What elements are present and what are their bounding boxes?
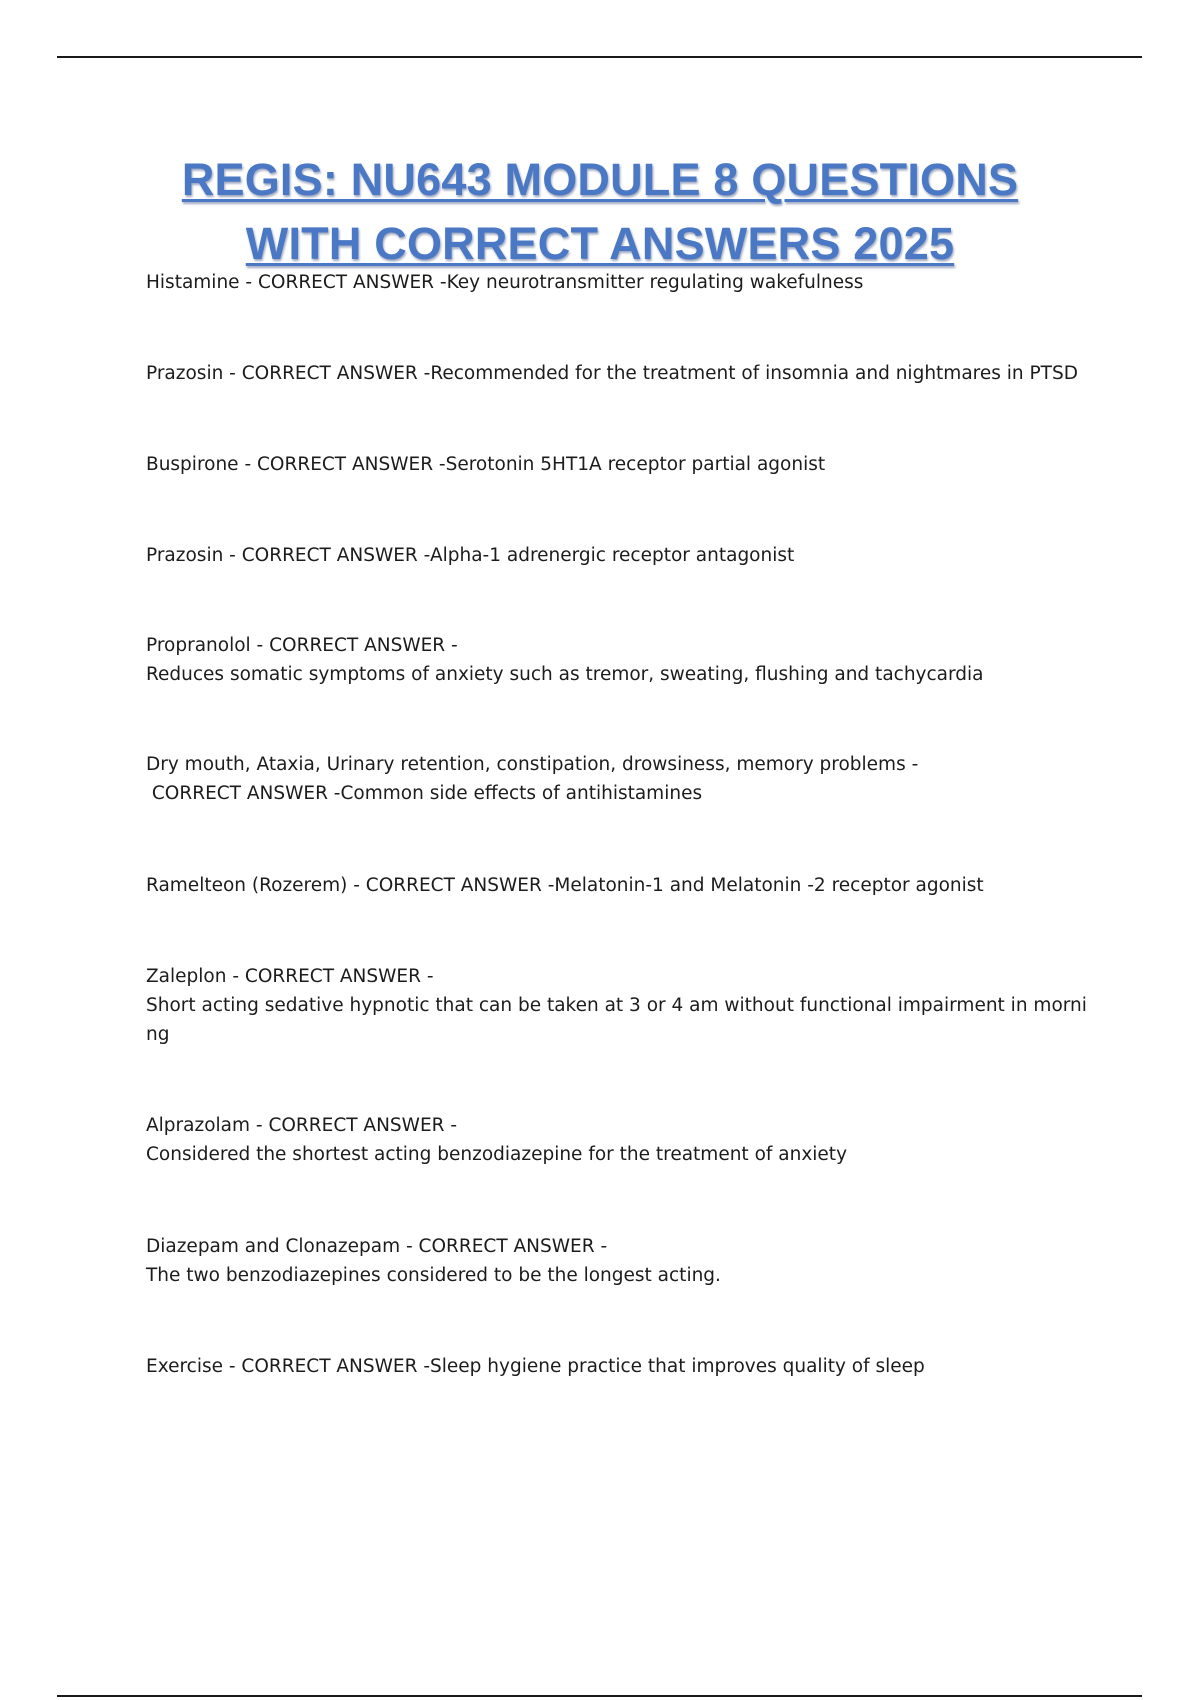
qa-item bbox=[146, 450, 1091, 479]
document-title bbox=[60, 148, 1140, 276]
qa-question: Propranolol - CORRECT ANSWER - bbox=[146, 635, 458, 656]
qa-text: Buspirone - CORRECT ANSWER -Serotonin 5HT1A receptor partial agonist bbox=[146, 454, 826, 475]
qa-answer: Reduces somatic symptoms of anxiety such as tremor, sweating, flushing and tachycardia bbox=[146, 664, 984, 685]
qa-question: Zaleplon - CORRECT ANSWER - bbox=[146, 966, 434, 987]
qa-item bbox=[146, 541, 1091, 570]
top-rule bbox=[57, 56, 1142, 58]
qa-item bbox=[146, 268, 1091, 297]
qa-text: Histamine - CORRECT ANSWER -Key neurotransmitter regulating wakefulness bbox=[146, 272, 864, 293]
qa-item bbox=[146, 871, 1091, 900]
qa-item bbox=[146, 359, 1091, 388]
qa-item bbox=[146, 1352, 1091, 1381]
qa-answer-wrap: ng bbox=[146, 1024, 170, 1045]
qa-item bbox=[146, 631, 1091, 689]
qa-text: Ramelteon (Rozerem) - CORRECT ANSWER -Melatonin-1 and Melatonin -2 receptor agonist bbox=[146, 875, 984, 896]
qa-text: Prazosin - CORRECT ANSWER -Alpha-1 adrenergic receptor antagonist bbox=[146, 545, 795, 566]
qa-text: Exercise - CORRECT ANSWER -Sleep hygiene practice that improves quality of sleep bbox=[146, 1356, 925, 1377]
qa-item bbox=[146, 1111, 1091, 1169]
qa-item bbox=[146, 962, 1091, 1049]
qa-question: Alprazolam - CORRECT ANSWER - bbox=[146, 1115, 458, 1136]
title-line-2: WITH CORRECT ANSWERS 2025 bbox=[245, 218, 955, 269]
qa-answer: Considered the shortest acting benzodiazepine for the treatment of anxiety bbox=[146, 1144, 848, 1165]
qa-answer: CORRECT ANSWER -Common side effects of antihistamines bbox=[146, 783, 703, 804]
qa-question: Dry mouth, Ataxia, Urinary retention, constipation, drowsiness, memory problems - bbox=[146, 754, 919, 775]
qa-item bbox=[146, 750, 1091, 808]
qa-answer: Short acting sedative hypnotic that can be taken at 3 or 4 am without functional impairment in morni bbox=[146, 995, 1087, 1016]
title-line-1: REGIS: NU643 MODULE 8 QUESTIONS bbox=[181, 154, 1019, 205]
qa-question: Diazepam and Clonazepam - CORRECT ANSWER - bbox=[146, 1236, 608, 1257]
qa-item bbox=[146, 1232, 1091, 1290]
bottom-rule bbox=[57, 1695, 1142, 1697]
qa-text: Prazosin - CORRECT ANSWER -Recommended for the treatment of insomnia and nightmares in PTSD bbox=[146, 363, 1078, 384]
qa-answer: The two benzodiazepines considered to be the longest acting. bbox=[146, 1265, 721, 1286]
